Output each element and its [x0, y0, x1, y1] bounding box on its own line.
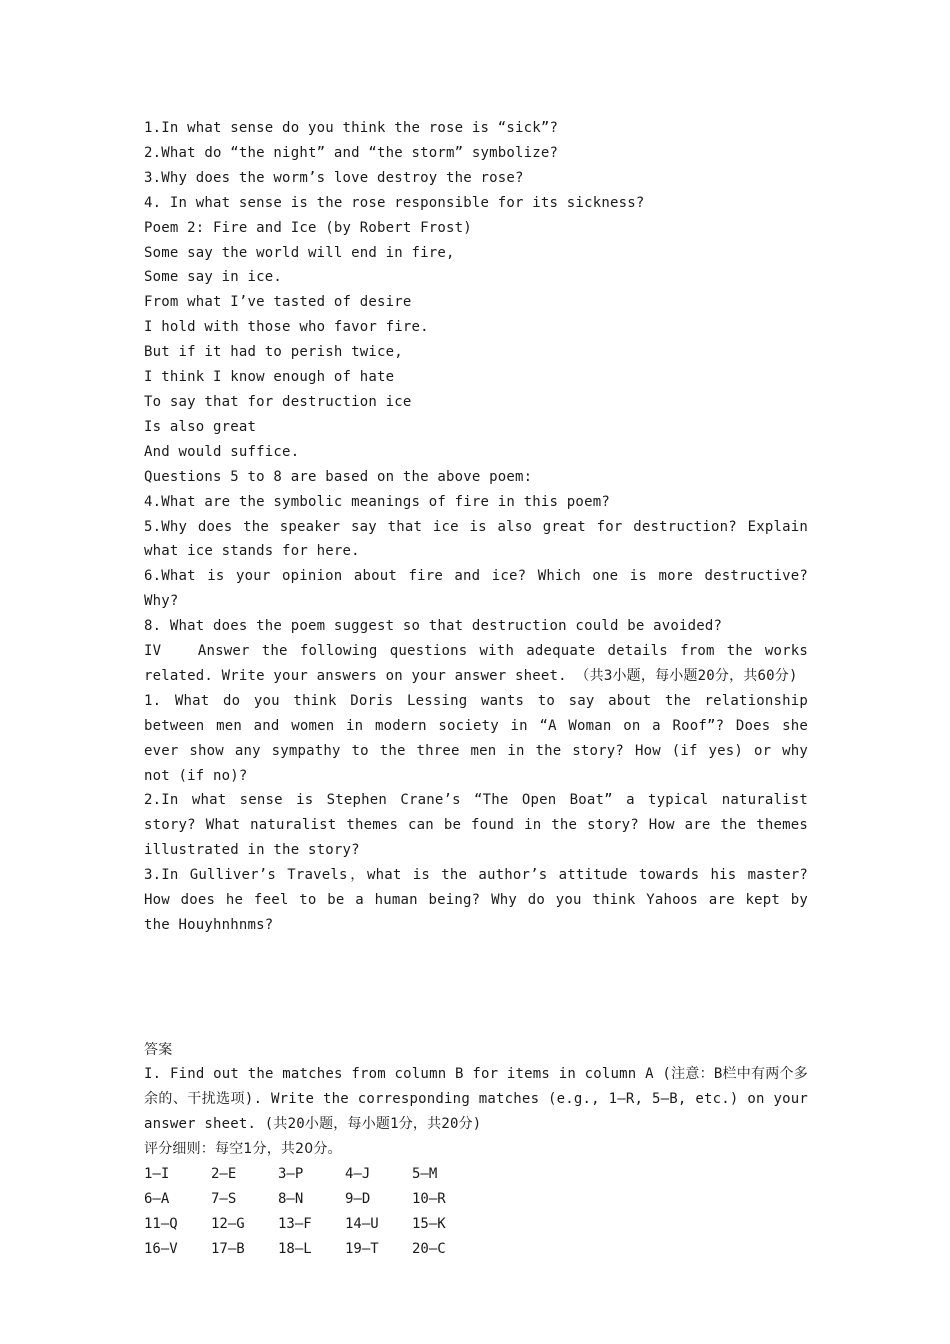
poem2-line: Is also great [144, 418, 257, 435]
poem1-question-1: 1.In what sense do you think the rose is “sick”? [144, 120, 559, 136]
answer-key-item: 2—E [211, 1166, 237, 1183]
answer-key-item: 18—L [278, 1240, 312, 1257]
answer-key-item: 20—C [412, 1240, 446, 1257]
section-iv-question-2: 2.In what sense is Stephen Crane’s “The Open Boat” a typical naturalist story? What naturalist themes can be found in the story? How are the themes illustrated in the story? [144, 792, 817, 859]
answer-key-item: 4—J [345, 1166, 371, 1183]
poem2-questions-intro: Questions 5 to 8 are based on the above poem: [144, 468, 533, 485]
poem2-line: Some say the world will end in fire, [144, 244, 455, 261]
answer-key-item: 5—M [412, 1166, 438, 1183]
answer-key-item: 1—I [144, 1166, 170, 1183]
poem2-title: Poem 2: Fire and Ice (by Robert Frost) [144, 219, 472, 236]
section-iv-question-3: 3.In Gulliver’s Travels，what is the author’s attitude towards his master? How does he feel to be a human being? Why do you think Yahoos are kept by the Houyhnhnms? [144, 867, 817, 933]
poem2-line: I hold with those who favor fire. [144, 319, 429, 336]
poem2-line: To say that for destruction ice [144, 393, 412, 410]
section-iv-heading: IV Answer the following questions with adequate details from the works related. Write your answers on your answer sheet. （共3小题，每小题20分，共60分) [144, 643, 817, 684]
poem2-line: But if it had to perish twice, [144, 344, 403, 361]
answers-title: 答案 [144, 1041, 173, 1058]
answer-key-item: 7—S [211, 1190, 237, 1207]
answer-key-item: 14—U [345, 1215, 379, 1232]
answer-key-item: 15—K [412, 1215, 446, 1232]
poem2-question: 5.Why does the speaker say that ice is also great for destruction? Explain what ice stands for here. [144, 518, 817, 560]
answer-key-item: 19—T [345, 1240, 379, 1257]
poem2-question: 6.What is your opinion about fire and ice? Which one is more destructive? Why? [144, 568, 817, 610]
answer-key-item: 11—Q [144, 1215, 178, 1232]
answer-key-item: 9—D [345, 1190, 371, 1207]
poem1-question-3: 3.Why does the worm’s love destroy the rose? [144, 169, 524, 186]
answer-key-item: 12—G [211, 1215, 245, 1232]
poem2-line: Some say in ice. [144, 269, 283, 286]
section-iv-question-1: 1. What do you think Doris Lessing wants to say about the relationship between men and women in modern society in “A Woman on a Roof”? Does she ever show any sympathy to the three men in the story? How (if yes) or why not (if no)? [144, 692, 817, 784]
answer-key-item: 10—R [412, 1190, 446, 1207]
poem1-question-4: 4. In what sense is the rose responsible for its sickness? [144, 194, 645, 211]
blank-space [144, 938, 808, 1038]
answer-key-grid [144, 1162, 808, 1262]
answer-key-item: 8—N [278, 1190, 304, 1207]
poem2-line: I think I know enough of hate [144, 369, 395, 386]
document-page [144, 116, 817, 1262]
poem2-line: And would suffice. [144, 443, 300, 460]
answer-key-item: 13—F [278, 1215, 312, 1232]
answer-key-item: 17—B [211, 1240, 245, 1257]
answer-key-item: 16—V [144, 1240, 178, 1257]
answers-part1-heading: I. Find out the matches from column B for items in column A (注意：B栏中有两个多余的、干扰选项). Write the corresponding matches (e.g., 1—R, 5—B, etc.) on your answer sheet. (共20小题，每小题1分，共20分) [144, 1066, 817, 1133]
answer-key-item: 3—P [278, 1166, 304, 1183]
poem2-question: 8. What does the poem suggest so that destruction could be avoided? [144, 618, 723, 635]
poem2-line: From what I’ve tasted of desire [144, 294, 412, 311]
scoring-rules: 评分细则：每空1分，共20分。 [144, 1141, 342, 1158]
answer-key-item: 6—A [144, 1190, 170, 1207]
poem1-question-2: 2.What do “the night” and “the storm” symbolize? [144, 144, 559, 161]
poem2-question: 4.What are the symbolic meanings of fire in this poem? [144, 493, 610, 510]
